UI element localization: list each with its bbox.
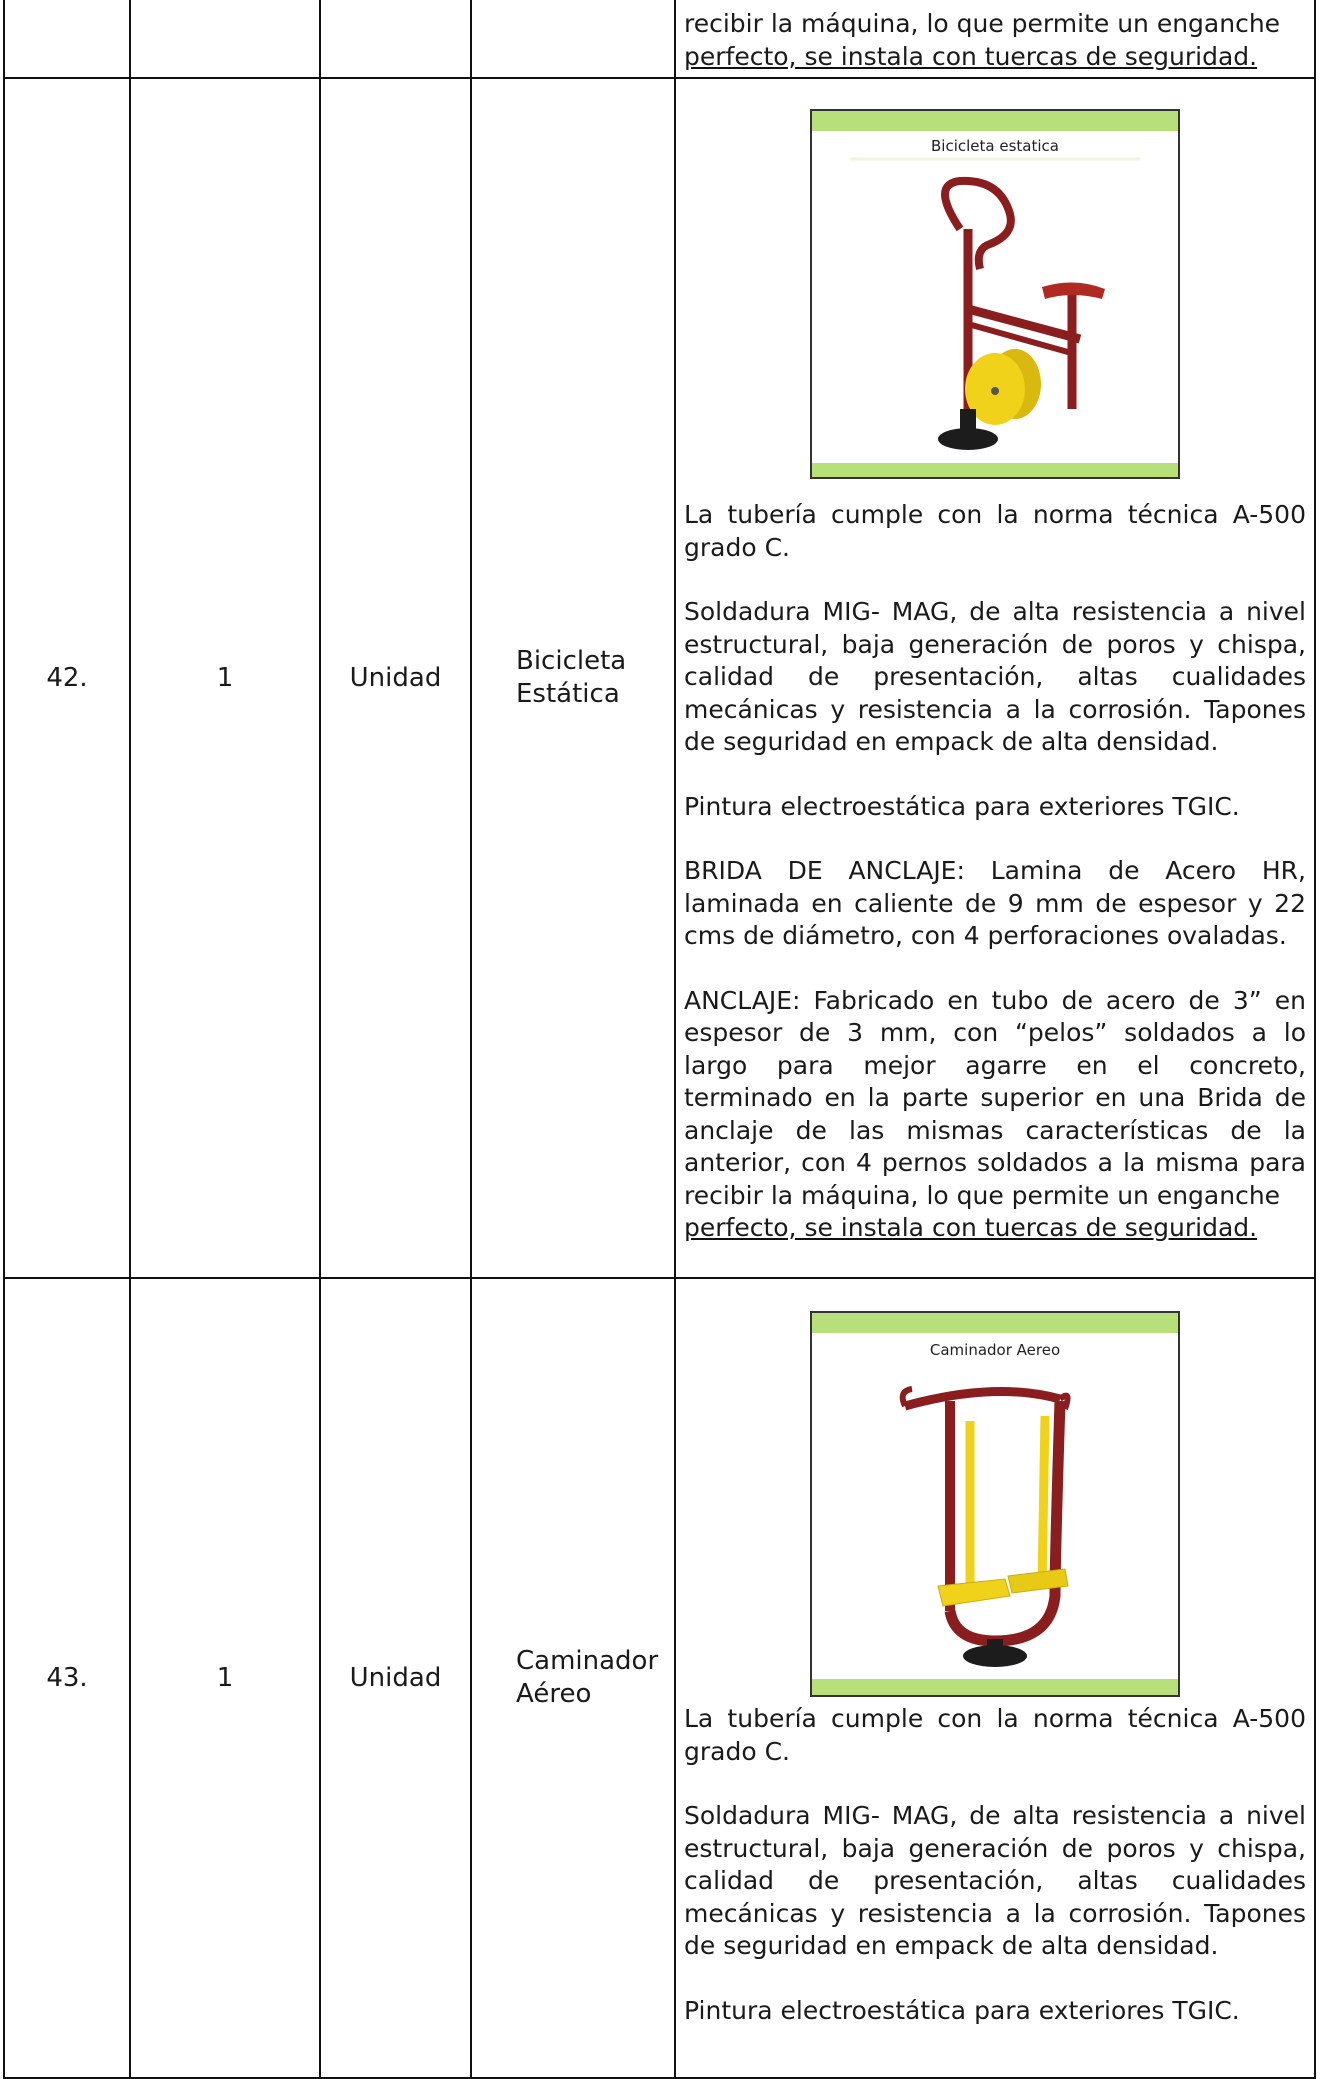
item-name-line: Estática	[516, 679, 620, 709]
item-description	[675, 78, 1315, 1278]
item-number: 42.	[4, 78, 130, 1278]
description-paragraph: Pintura electroestática para exteriores TGIC.	[684, 1995, 1240, 2025]
item-name-line: Aéreo	[516, 1679, 592, 1709]
table-row-item-42	[4, 78, 1315, 1278]
description-paragraph: La tubería cumple con la norma técnica A-500 grado C.	[684, 1704, 1306, 1766]
item-number-cell	[4, 0, 130, 78]
description-paragraph: Soldadura MIG- MAG, de alta resistencia a nivel estructural, baja generación de poros y chispa, calidad de presentación, altas cualidades mecánicas y resistencia a la corrosión. Tapones de seguridad en empack de alta densidad.	[684, 597, 1306, 756]
item-name-cell	[471, 0, 675, 78]
specifications-table	[3, 0, 1316, 2079]
description-paragraph: Soldadura MIG- MAG, de alta resistencia a nivel estructural, baja generación de poros y chispa, calidad de presentación, altas cualidades mecánicas y resistencia a la corrosión. Tapones de seguridad en empack de alta densidad.	[684, 1801, 1306, 1960]
description-paragraph: Pintura electroestática para exteriores TGIC.	[684, 791, 1240, 821]
item-unit: Unidad	[320, 1278, 471, 2078]
unit-cell	[320, 0, 471, 78]
description-paragraph: BRIDA DE ANCLAJE: Lamina de Acero HR, laminada en caliente de 9 mm de espesor y 22 cms de diámetro, con 4 perforaciones ovaladas.	[684, 856, 1306, 950]
photo-caption: Caminador Aereo	[929, 1341, 1061, 1359]
item-quantity: 1	[130, 1278, 320, 2078]
item-quantity: 1	[130, 78, 320, 1278]
table-row-item-43	[4, 1278, 1315, 2078]
description-last-line: perfecto, se instala con tuercas de seguridad.	[684, 41, 1258, 71]
quantity-cell	[130, 0, 320, 78]
bicicleta-estatica-photo	[810, 109, 1180, 479]
description-last-line: perfecto, se instala con tuercas de seguridad.	[684, 1213, 1258, 1242]
description-paragraph: La tubería cumple con la norma técnica A-500 grado C.	[684, 500, 1306, 562]
description-paragraph: ANCLAJE: Fabricado en tubo de acero de 3” en espesor de 3 mm, con “pelos” soldados a lo largo para mejor agarre en el concreto, terminado en la parte superior en una Brida de anclaje de las mismas características de la anterior, con 4 pernos soldados a la misma para recibir la máquina, lo que permite un enganche	[684, 985, 1306, 1210]
description-line: recibir la máquina, lo que permite un enganche	[684, 9, 1281, 38]
item-description	[675, 1278, 1315, 2078]
photo-caption: Bicicleta estatica	[931, 137, 1059, 155]
caminador-aereo-photo	[810, 1311, 1180, 1697]
description-cell	[675, 0, 1315, 78]
item-name	[471, 78, 675, 1278]
item-name-line: Bicicleta	[516, 646, 627, 676]
item-name	[471, 1278, 675, 2078]
item-unit: Unidad	[320, 78, 471, 1278]
table-row-continuation	[4, 0, 1315, 78]
item-number: 43.	[4, 1278, 130, 2078]
item-name-line: Caminador	[516, 1646, 659, 1676]
